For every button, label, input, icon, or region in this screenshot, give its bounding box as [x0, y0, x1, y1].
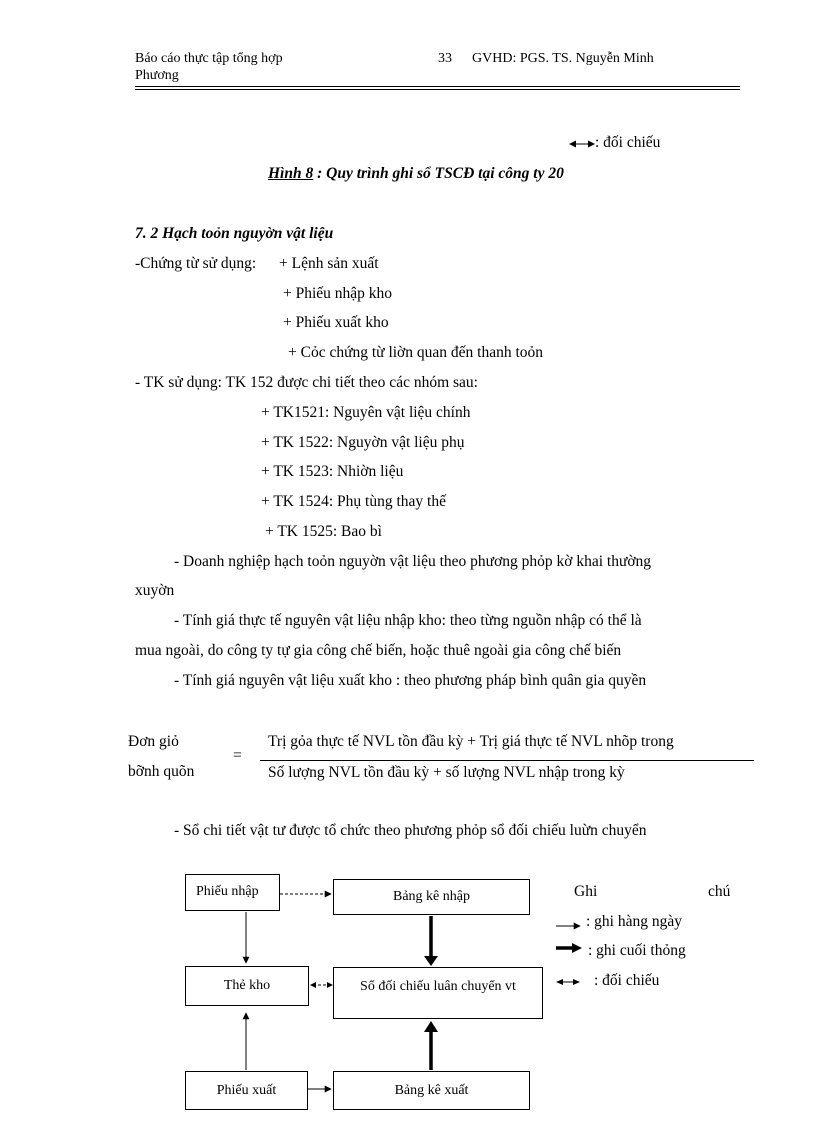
legend-daily: : ghi hàng ngày	[586, 913, 682, 930]
figure-caption-text: : Quy trình ghi sổ TSCĐ tại công ty 20	[313, 165, 564, 182]
account-item: + TK 1522: Nguyờn vật liệu phụ	[261, 434, 465, 451]
header-advisor: GVHD: PGS. TS. Nguyễn Minh	[472, 51, 654, 66]
box-the-kho	[185, 966, 309, 1006]
box-label: Bảng kê nhập	[393, 889, 470, 904]
box-phieu-nhap	[185, 874, 280, 911]
account-item: + TK 1525: Bao bì	[265, 523, 382, 540]
account-item: + TK1521: Nguyên vật liệu chính	[261, 404, 471, 421]
arrow-end-month-head	[424, 1021, 438, 1032]
box-label: Sổ đối chiếu luân chuyển vt	[360, 979, 516, 994]
header-report-title-cont: Phương	[135, 68, 179, 83]
account-item: + TK 1523: Nhiờn liệu	[261, 463, 404, 480]
account-item: + TK 1524: Phụ tùng thay thế	[261, 493, 446, 510]
box-label: Phiếu nhập	[196, 884, 259, 899]
paragraph-2-cont: mua ngoài, do công ty tự gia công chế biến, hoặc thuê ngoài gia công chế biến	[135, 642, 622, 659]
header-report-title: Báo cáo thực tập tổng hợp	[135, 51, 283, 66]
legend-compare-arrow-right	[573, 979, 580, 985]
legend-title: Ghi	[574, 883, 598, 900]
legend-compare-arrow-left	[556, 979, 563, 985]
figure-caption-prefix: Hình 8	[268, 165, 314, 182]
top-legend-label: : đối chiếu	[595, 134, 661, 151]
document-item: + Cỏc chứng từ liờn quan đến thanh toỏn	[288, 344, 544, 361]
formula-numerator: Trị gỏa thực tế NVL tồn đầu kỳ + Trị giá thực tế NVL nhõp trong	[268, 733, 674, 750]
legend-title-right: chú	[708, 883, 731, 900]
document-item: + Phiếu nhập kho	[283, 285, 393, 302]
page-number: 33	[438, 51, 452, 66]
detail-line: - Sổ chi tiết vật tư được tổ chức theo phương phỏp sổ đối chiếu luừn chuyển	[174, 822, 647, 839]
formula-lhs-cont: bỡnh quõn	[128, 763, 195, 780]
formula-denominator: Số lượng NVL tồn đầu kỳ + số lượng NVL nhập trong kỳ	[268, 764, 625, 781]
formula-lhs: Đơn giỏ	[128, 733, 179, 750]
box-label: Bảng kê xuất	[394, 1082, 469, 1098]
arrow-end-month-head	[424, 956, 438, 966]
documents-label: -Chứng từ sử dụng:	[135, 255, 257, 272]
legend-end-month: : ghi cuối thỏng	[588, 942, 686, 959]
paragraph-1-cont: xuyờn	[135, 582, 175, 599]
box-bang-ke-nhap	[333, 879, 530, 915]
box-label: Phiếu xuất	[216, 1082, 277, 1098]
box-phieu-xuat	[185, 1071, 308, 1110]
box-so-doi-chieu	[333, 967, 543, 1019]
arrow-compare-left-head	[310, 982, 316, 988]
section-heading: 7. 2 Hạch toỏn nguyờn vật liệu	[135, 225, 334, 242]
paragraph-2: - Tính giá thực tế nguyên vật liệu nhập kho: theo từng nguồn nhập có thể là	[174, 612, 642, 629]
legend-compare: : đối chiếu	[594, 972, 660, 989]
paragraph-1: - Doanh nghiệp hạch toỏn nguyờn vật liệu theo phương phỏp kờ khai thường	[174, 553, 652, 570]
document-item: + Phiếu xuất kho	[283, 314, 389, 331]
document-item: + Lệnh sản xuất	[279, 255, 379, 272]
paragraph-3: - Tính giá nguyên vật liệu xuất kho : theo phương pháp bình quân gia quyền	[174, 672, 647, 689]
legend-end-month-arrow-head	[572, 943, 582, 953]
formula-equals: =	[233, 747, 242, 764]
box-label: Thẻ kho	[223, 978, 271, 993]
box-bang-ke-xuat	[333, 1071, 530, 1110]
accounts-intro: - TK sử dụng: TK 152 được chi tiết theo các nhóm sau:	[135, 374, 478, 391]
